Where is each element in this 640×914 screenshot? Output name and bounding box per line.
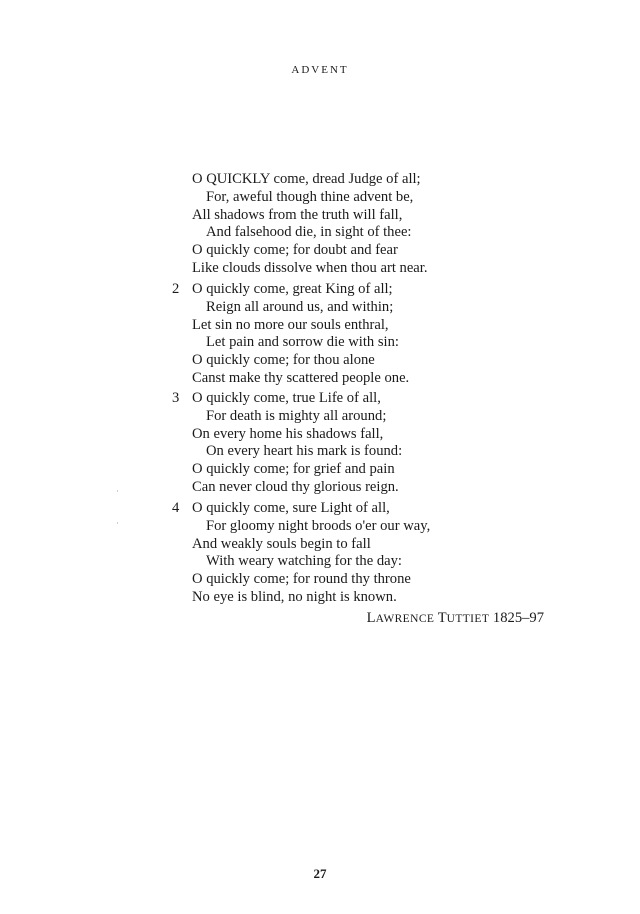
verse-line: O quickly come; for thou alone: [192, 352, 375, 369]
verse-line: O quickly come, true Life of all,: [192, 390, 381, 406]
verse-opening-smallcaps: O QUICKLY: [192, 171, 270, 187]
verse-line: And weakly souls begin to fall: [192, 535, 371, 552]
author-years: 1825–97: [492, 610, 544, 626]
author-attribution: [367, 610, 544, 627]
running-header: ADVENT: [291, 64, 349, 76]
verse-line: Let sin no more our souls enthral,: [192, 316, 389, 333]
verse-3: [172, 390, 572, 497]
verse-line: For gloomy night broods o'er our way,: [206, 517, 431, 534]
verse-line: And falsehood die, in sight of thee:: [206, 224, 412, 241]
verse-line: Reign all around us, and within;: [206, 298, 394, 315]
author-first-initial: L: [366, 610, 376, 626]
verse-line: For death is mighty all around;: [206, 407, 387, 424]
verse-line: Can never cloud thy glorious reign.: [192, 478, 399, 495]
verse-line: For, aweful though thine advent be,: [206, 188, 414, 205]
page-speck-mark: [117, 490, 118, 492]
verse-1: [192, 171, 572, 278]
verse-4: [172, 500, 572, 607]
page-number: 27: [313, 866, 327, 881]
verse-line: With weary watching for the day:: [206, 553, 402, 570]
author-last-initial: T: [437, 610, 447, 626]
page-speck-mark: [117, 522, 118, 524]
verse-line: Let pain and sorrow die with sin:: [206, 334, 399, 351]
verse-line: No eye is blind, no night is known.: [192, 588, 397, 605]
verse-line: On every heart his mark is found:: [206, 443, 403, 460]
verse-2: [172, 281, 572, 388]
verse-line: O quickly come, great King of all;: [192, 281, 393, 297]
author-last-rest: UTTIET: [446, 613, 490, 625]
verse-line: All shadows from the truth will fall,: [192, 206, 403, 223]
verse-line-rest: come, dread Judge of all;: [269, 171, 421, 187]
verse-line: O quickly come; for round thy throne: [192, 571, 411, 588]
verse-line: O quickly come; for doubt and fear: [192, 242, 398, 259]
verse-number: 2: [172, 281, 180, 297]
verse-line: O quickly come; for grief and pain: [192, 461, 395, 478]
verse-number: 3: [172, 390, 180, 406]
verse-line: [192, 171, 572, 189]
verse-line: Like clouds dissolve when thou art near.: [192, 259, 428, 276]
author-first-rest: AWRENCE: [375, 613, 435, 625]
verse-line: On every home his shadows fall,: [192, 425, 384, 442]
verse-line: O quickly come, sure Light of all,: [192, 500, 390, 516]
verse-number: 4: [172, 500, 180, 516]
verse-line: Canst make thy scattered people one.: [192, 369, 410, 386]
